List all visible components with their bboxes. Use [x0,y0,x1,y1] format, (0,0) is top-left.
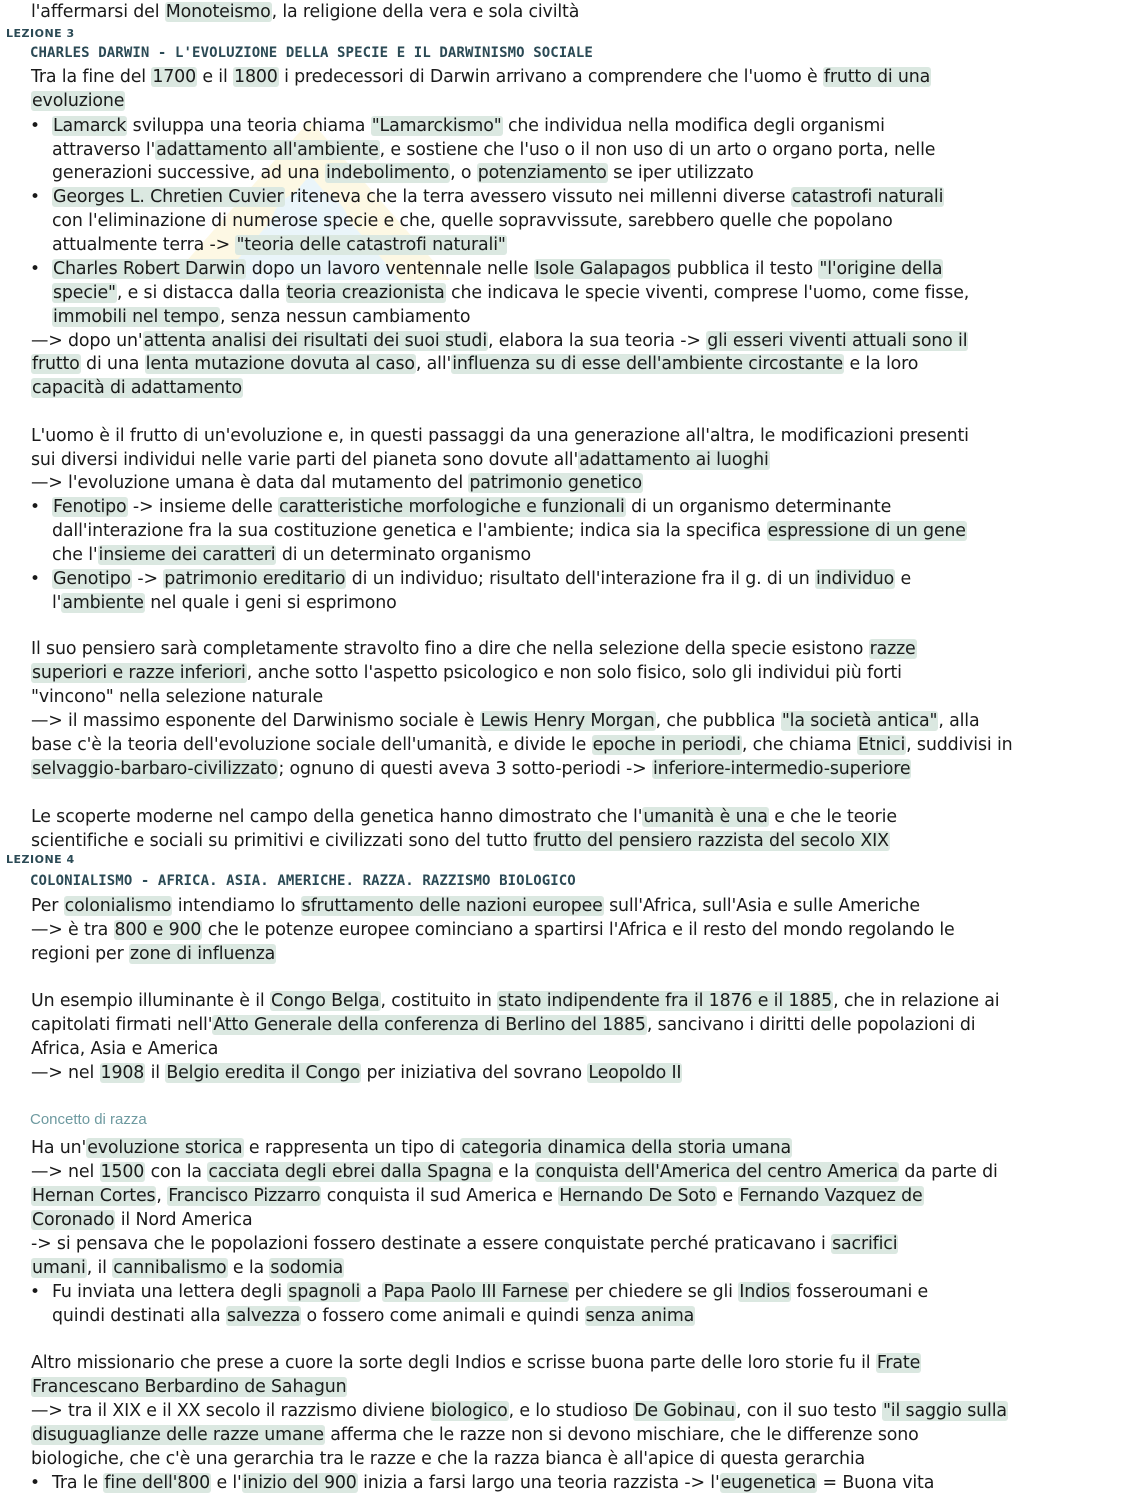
text-segment: e [895,569,912,589]
highlighted-text: 1800 [234,67,278,87]
highlighted-text: patrimonio genetico [469,473,642,493]
text-segment: —> tra il XIX e il XX secolo il razzismo diviene [31,1401,430,1421]
text-segment: -> [131,569,164,589]
text-line-b4a [52,495,891,519]
text-segment: —> l'evoluzione umana è data dal mutamento del [31,473,469,493]
text-segment: che l' [52,545,98,565]
highlighted-text: colonialismo [64,896,172,916]
text-line-p7a [31,989,999,1013]
highlighted-text: teoria creazionista [286,283,445,303]
text-segment: biologiche, che c'è una gerarchia tra le razze e che la razza bianca è all'apice di questa gerarchia [31,1449,866,1469]
text-line-p8f [31,1256,344,1280]
highlighted-text: insieme dei caratteri [98,545,276,565]
highlighted-text: Coronado [32,1210,115,1230]
text-line-p2c [31,376,243,400]
text-line-p8d [31,1208,252,1232]
text-segment: , e si distacca dalla [116,283,286,303]
highlighted-text: Congo Belga [270,991,380,1011]
highlighted-text: Charles Robert Darwin [53,259,246,279]
text-segment: , che chiama [741,735,857,755]
text-segment: per chiedere se gli [569,1282,739,1302]
bullet-marker: • [30,187,41,207]
highlighted-text: fine dell'800 [104,1473,211,1493]
text-segment: , anche sotto l'aspetto psicologico e non solo fisico, solo gli individui più forti [246,663,902,683]
text-segment: , la religione della vera e sola civiltà [271,2,580,22]
highlighted-text: Francescano Berbardino de Sahagun [32,1377,347,1397]
text-segment: e l' [211,1473,242,1493]
text-segment: e il [197,67,234,87]
text-segment: Tra la fine del [31,67,152,87]
highlighted-text: sacrifici [832,1234,898,1254]
highlighted-text: Monoteismo [165,2,271,22]
highlighted-text: adattamento all'ambiente [156,140,379,160]
highlighted-text: categoria dinamica della storia umana [461,1138,792,1158]
text-segment: afferma che le razze non si devono mischiare, che le differenze sono [324,1425,919,1445]
highlighted-text: potenziamento [477,163,607,183]
text-line-p4e [31,733,1013,757]
highlighted-text: Genotipo [53,569,131,589]
text-segment: —> nel [31,1063,100,1083]
highlighted-text: espressione di un gene [767,521,966,541]
text-segment: , che pubblica [655,711,781,731]
text-segment: , e lo studioso [508,1401,634,1421]
highlighted-text: disuguaglianze delle razze umane [32,1425,324,1445]
text-segment: —> il massimo esponente del Darwinismo sociale è [31,711,480,731]
text-line-b6b [52,1304,695,1328]
text-segment: -> insieme delle [127,497,278,517]
text-line-b1c [52,161,754,185]
text-segment: sui diversi individui nelle varie parti del pianeta sono dovute all' [31,450,579,470]
highlighted-text: capacità di adattamento [32,378,243,398]
lesson-3-label: LEZIONE 3 [6,27,75,40]
text-segment: base c'è la teoria dell'evoluzione sociale dell'umanità, e divide le [31,735,592,755]
text-line-p4c [31,685,323,709]
text-line-l0 [31,0,579,24]
text-segment: L'uomo è il frutto di un'evoluzione e, in questi passaggi da una generazione all'altra, le modificazioni presenti [31,426,969,446]
text-segment: che individua nella modifica degli organismi [502,116,885,136]
highlighted-text: spagnoli [288,1282,361,1302]
text-segment: , costituito in [380,991,498,1011]
highlighted-text: Fenotipo [53,497,127,517]
text-line-p9d [31,1423,919,1447]
highlighted-text: Etnici [858,735,906,755]
highlighted-text: evoluzione storica [87,1138,243,1158]
text-segment: Un esempio illuminante è il [31,991,270,1011]
text-segment: se iper utilizzato [607,163,754,183]
text-segment: regioni per [31,944,129,964]
text-line-p1a [31,65,931,89]
highlighted-text: Hernando De Soto [559,1186,717,1206]
text-line-b4c [52,543,531,567]
highlighted-text: salvezza [226,1306,301,1326]
text-line-p9c [31,1399,1008,1423]
text-line-p8a [31,1136,792,1160]
text-segment: a [361,1282,383,1302]
section-subtitle: Concetto di razza [30,1111,147,1128]
highlighted-text: Belgio eredita il Congo [166,1063,361,1083]
text-line-b1b [52,138,935,162]
text-segment: sviluppa una teoria chiama [127,116,371,136]
highlighted-text: biologico [430,1401,508,1421]
highlighted-text: Lewis Henry Morgan [480,711,655,731]
highlighted-text: sfruttamento delle nazioni europee [301,896,603,916]
text-segment: , alla [938,711,980,731]
text-line-p9a [31,1351,921,1375]
text-segment: , e sostiene che l'uso o il non uso di un arto o organo porta, nelle [379,140,936,160]
highlighted-text: eugenetica [720,1473,817,1493]
text-segment: e la loro [844,354,919,374]
highlighted-text: gli esseri viventi attuali sono il [707,331,968,351]
text-line-b3c [52,305,470,329]
highlighted-text: cacciata degli ebrei dalla Spagna [208,1162,492,1182]
text-segment: —> è tra [31,920,114,940]
text-segment: il Nord America [115,1210,253,1230]
text-line-b3b [52,281,969,305]
text-segment: Le scoperte moderne nel campo della genetica hanno dimostrato che l' [31,807,643,827]
text-segment: di una [80,354,145,374]
text-segment: -> si pensava che le popolazioni fossero destinate a essere conquistate perché praticavano i [31,1234,832,1254]
text-segment: riteneva che la terra avessero vissuto nei millenni diverse [284,187,791,207]
text-line-p2a [31,329,968,353]
bullet-marker: • [30,116,41,136]
text-segment: Africa, Asia e America [31,1039,219,1059]
text-segment: conquista il sud America e [321,1186,559,1206]
text-line-p6b [31,918,955,942]
highlighted-text: "Lamarckismo" [371,116,502,136]
text-segment: capitolati firmati nell' [31,1015,213,1035]
text-segment: con la [145,1162,208,1182]
highlighted-text: individuo [815,569,895,589]
text-segment: di un individuo; risultato dell'interazione fra il g. di un [346,569,815,589]
text-segment: che le potenze europee cominciano a spartirsi l'Africa e il resto del mondo regolando le [202,920,955,940]
text-segment: per iniziativa del sovrano [361,1063,588,1083]
text-segment: inizia a farsi largo una teoria razzista -> l' [357,1473,720,1493]
text-segment: attraverso l' [52,140,156,160]
highlighted-text: Francisco Pizzarro [168,1186,321,1206]
highlighted-text: Fernando Vazquez de [739,1186,923,1206]
text-segment: , sancivano i diritti delle popolazioni di [646,1015,976,1035]
highlighted-text: catastrofi naturali [791,187,944,207]
highlighted-text: ambiente [62,593,144,613]
highlighted-text: 1500 [100,1162,145,1182]
text-segment: Per [31,896,64,916]
text-segment: o fossero come animali e quindi [301,1306,585,1326]
text-line-p6c [31,942,276,966]
highlighted-text: conquista dell'America del centro America [535,1162,898,1182]
lesson-4-heading: COLONIALISMO - AFRICA. ASIA. AMERICHE. RAZZA. RAZZISMO BIOLOGICO [30,873,576,889]
text-line-b1a [52,114,885,138]
text-segment: , elabora la sua teoria -> [488,331,707,351]
text-segment: dopo un lavoro ventennale nelle [246,259,534,279]
text-segment: l' [52,593,62,613]
highlighted-text: frutto [32,354,80,374]
text-segment: e la [492,1162,535,1182]
highlighted-text: attenta analisi dei risultati dei suoi studi [143,331,488,351]
highlighted-text: immobili nel tempo [53,307,219,327]
text-segment: e [717,1186,739,1206]
text-segment: Tra le [52,1473,104,1493]
text-segment: intendiamo lo [172,896,301,916]
highlighted-text: lenta mutazione dovuta al caso [145,354,415,374]
highlighted-text: epoche in periodi [592,735,741,755]
text-segment: "vincono" nella selezione naturale [31,687,324,707]
lesson-3-heading: CHARLES DARWIN - L'EVOLUZIONE DELLA SPECIE E IL DARWINISMO SOCIALE [30,45,593,61]
highlighted-text: Indios [739,1282,791,1302]
text-line-p9e [31,1447,865,1471]
text-segment: = Buona vita [817,1473,935,1493]
highlighted-text: Atto Generale della conferenza di Berlino del 1885 [213,1015,646,1035]
text-segment: i predecessori di Darwin arrivano a comprendere che l'uomo è [278,67,823,87]
highlighted-text: "teoria delle catastrofi naturali" [236,235,506,255]
text-segment: che indicava le specie viventi, comprese l'uomo, come fisse, [445,283,970,303]
text-segment: con l'eliminazione di numerose specie e che, quelle sopravvissute, sarebbero quelle che popolano [52,211,893,231]
text-line-b2a [52,185,944,209]
highlighted-text: specie" [53,283,116,303]
highlighted-text: senza anima [585,1306,695,1326]
text-segment: pubblica il testo [671,259,819,279]
text-segment: di un determinato organismo [276,545,531,565]
text-line-p4f [31,757,911,781]
text-segment: Fu inviata una lettera degli [52,1282,288,1302]
highlighted-text: umani [32,1258,86,1278]
highlighted-text: stato indipendente fra il 1876 e il 1885 [498,991,833,1011]
highlighted-text: De Gobinau [634,1401,735,1421]
highlighted-text: "la società antica" [781,711,938,731]
text-segment: il [145,1063,166,1083]
highlighted-text: inizio del 900 [242,1473,357,1493]
text-segment: Ha un' [31,1138,87,1158]
highlighted-text: indebolimento [325,163,450,183]
text-line-b2b [52,209,893,233]
text-segment: e la [227,1258,270,1278]
highlighted-text: patrimonio ereditario [164,569,346,589]
highlighted-text: superiori e razze inferiori [32,663,246,683]
highlighted-text: 800 e 900 [114,920,202,940]
text-segment: Altro missionario che prese a cuore la sorte degli Indios e scrisse buona parte delle loro storie fu il [31,1353,876,1373]
highlighted-text: selvaggio-barbaro-civilizzato [32,759,278,779]
highlighted-text: Lamarck [53,116,127,136]
text-segment: attualmente terra -> [52,235,236,255]
text-line-b7a [52,1471,934,1495]
highlighted-text: razze [869,639,916,659]
text-segment: sull'Africa, sull'Asia e sulle Americhe [603,896,920,916]
highlighted-text: evoluzione [32,91,125,111]
text-line-p4a [31,637,917,661]
text-line-b5b [52,591,397,615]
highlighted-text: Isole Galapagos [534,259,671,279]
highlighted-text: cannibalismo [113,1258,227,1278]
text-line-p3c [31,471,643,495]
text-segment: —> dopo un' [31,331,143,351]
text-line-p9b [31,1375,347,1399]
bullet-marker: • [30,259,41,279]
text-line-p7c [31,1037,218,1061]
highlighted-text: caratteristiche morfologiche e funzionali [279,497,625,517]
text-segment: , il [86,1258,113,1278]
text-segment: di un organismo determinante [625,497,892,517]
text-segment: nel quale i geni si esprimono [144,593,397,613]
highlighted-text: influenza su di esse dell'ambiente circostante [452,354,844,374]
text-segment: generazioni successive, ad una [52,163,325,183]
text-line-p8c [31,1184,924,1208]
text-segment: e che le teorie [768,807,897,827]
text-segment: l'affermarsi del [31,2,165,22]
text-line-p5a [31,805,897,829]
text-segment: , [156,1186,168,1206]
text-segment: e rappresenta un tipo di [243,1138,461,1158]
text-line-b3a [52,257,943,281]
highlighted-text: sodomia [270,1258,344,1278]
highlighted-text: Hernan Cortes [32,1186,156,1206]
text-segment: scientifiche e sociali su primitivi e civilizzati sono del tutto [31,831,533,851]
text-line-p3b [31,448,770,472]
highlighted-text: "il saggio sulla [882,1401,1007,1421]
text-line-p4d [31,709,979,733]
highlighted-text: "l'origine della [819,259,943,279]
highlighted-text: 1908 [100,1063,145,1083]
text-segment: , o [450,163,477,183]
text-line-p7b [31,1013,975,1037]
highlighted-text: adattamento ai luoghi [579,450,769,470]
text-segment: , che in relazione ai [833,991,1000,1011]
highlighted-text: Papa Paolo III Farnese [383,1282,569,1302]
text-line-p5b [31,829,890,853]
text-segment: da parte di [898,1162,998,1182]
text-line-b4b [52,519,967,543]
highlighted-text: Leopoldo II [588,1063,682,1083]
bullet-marker: • [30,1473,41,1493]
text-segment: , all' [415,354,452,374]
text-line-p3a [31,424,969,448]
highlighted-text: Georges L. Chretien Cuvier [53,187,284,207]
text-segment: , senza nessun cambiamento [219,307,471,327]
highlighted-text: frutto del pensiero razzista del secolo XIX [533,831,889,851]
text-segment: , con il suo testo [735,1401,882,1421]
highlighted-text: frutto di una [823,67,931,87]
text-line-p8b [31,1160,998,1184]
bullet-marker: • [30,497,41,517]
text-line-p1b [31,89,125,113]
text-line-b6a [52,1280,928,1304]
text-line-b2c [52,233,507,257]
text-line-p4b [31,661,902,685]
text-segment: fosseroumani e [791,1282,929,1302]
text-segment: ; ognuno di questi aveva 3 sotto-periodi -> [278,759,652,779]
text-line-p6a [31,894,920,918]
bullet-marker: • [30,1282,41,1302]
text-segment: , suddivisi in [906,735,1013,755]
lesson-4-label: LEZIONE 4 [6,853,75,866]
text-segment: quindi destinati alla [52,1306,226,1326]
text-line-p8e [31,1232,898,1256]
text-line-b5a [52,567,911,591]
highlighted-text: zone di influenza [129,944,276,964]
text-line-p7d [31,1061,682,1085]
text-segment: Il suo pensiero sarà completamente stravolto fino a dire che nella selezione della specie esistono [31,639,869,659]
highlighted-text: 1700 [152,67,196,87]
text-segment: dall'interazione fra la sua costituzione genetica e l'ambiente; indica sia la specifica [52,521,767,541]
bullet-marker: • [30,569,41,589]
highlighted-text: inferiore-intermedio-superiore [652,759,911,779]
highlighted-text: Frate [876,1353,921,1373]
text-line-p2b [31,352,918,376]
text-segment: —> nel [31,1162,100,1182]
highlighted-text: umanità è una [643,807,768,827]
